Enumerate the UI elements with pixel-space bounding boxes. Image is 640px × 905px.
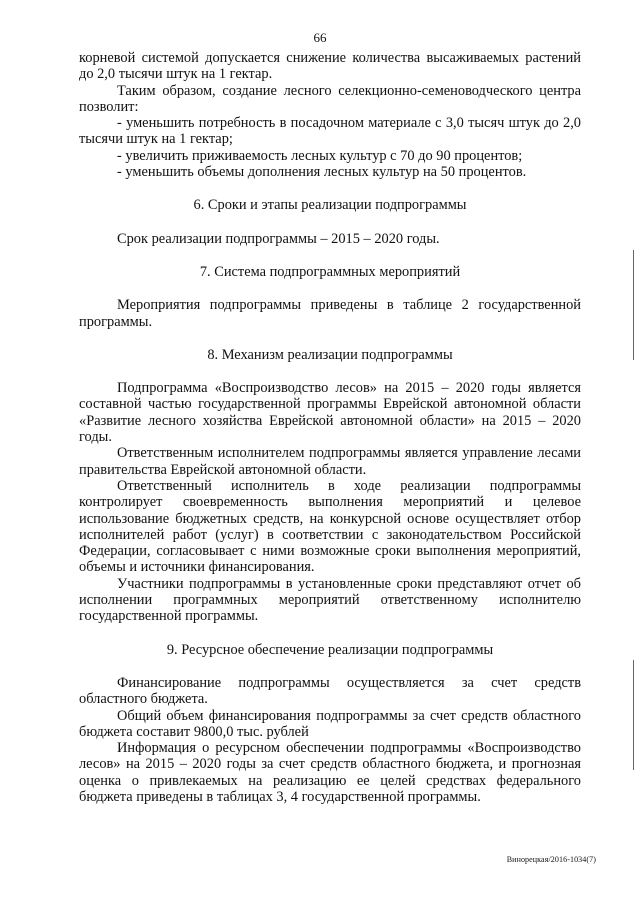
benefit-list-item: - увеличить приживаемость лесных культур с 70 до 90 процентов; — [117, 147, 523, 164]
section-9-heading: 9. Ресурсное обеспечение реализации подпрограммы — [166, 641, 494, 658]
document-footer-code: Винорецкая/2016-1034(7) — [506, 855, 596, 864]
scan-edge-mark — [633, 660, 634, 770]
intro-paragraph-continued: корневой системой допускается снижение количества высаживаемых растений до 2,0 тысячи штук на 1 гектар. — [79, 50, 581, 83]
section-7-paragraph: Мероприятия подпрограммы приведены в таблице 2 государственной программы. — [79, 297, 581, 330]
intro-paragraph-summary: Таким образом, создание лесного селекционно-семеноводческого центра позволит: — [79, 82, 581, 115]
section-6-heading: 6. Сроки и этапы реализации подпрограммы — [193, 197, 467, 214]
section-8-paragraph: Участники подпрограммы в установленные сроки представляют отчет об исполнении программных мероприятий ответственному исполнителю государственной программы. — [79, 575, 581, 625]
document-body — [79, 50, 581, 805]
section-9-paragraph: Финансирование подпрограммы осуществляется за счет средств областного бюджета. — [79, 674, 581, 708]
page-number: 66 — [313, 30, 327, 45]
benefit-list-item: - уменьшить потребность в посадочном материале с 3,0 тысяч штук до 2,0 тысячи штук на 1 гектар; — [79, 115, 581, 148]
section-8-heading: 8. Механизм реализации подпрограммы — [207, 346, 453, 363]
section-6-paragraph: Срок реализации подпрограммы – 2015 – 2020 годы. — [117, 230, 440, 247]
section-9-paragraph: Общий объем финансирования подпрограммы за счет средств областного бюджета составит 9800,0 тыс. рублей — [79, 707, 581, 740]
benefit-list-item: - уменьшить объемы дополнения лесных культур на 50 процентов. — [117, 164, 527, 181]
section-8-paragraph: Ответственный исполнитель в ходе реализации подпрограммы контролирует своевременность выполнения мероприятий и целевое использование бюджетных средств, на конкурсной основе осуществляет отбор исполнителей работ (услуг) в соответствии с законодательством Российской Федерации, согласовывает с ними возможные сроки выполнения мероприятий, объемы и источники финансирования. — [79, 477, 581, 576]
section-7-heading: 7. Система подпрограммных мероприятий — [199, 263, 461, 280]
scan-edge-mark — [633, 250, 634, 360]
section-9-paragraph: Информация о ресурсном обеспечении подпрограммы «Воспроизводство лесов» на 2015 – 2020 годы за счет средств областного бюджета, и прогнозная оценка о привлекаемых на реализацию ее целей средствах федерального бюджета приведены в таблицах 3, 4 государственной программы. — [79, 740, 581, 805]
section-8-paragraph: Ответственным исполнителем подпрограммы является управление лесами правительства Еврейской автономной области. — [79, 445, 581, 478]
section-8-paragraph: Подпрограмма «Воспроизводство лесов» на 2015 – 2020 годы является составной частью государственной программы Еврейской автономной области «Развитие лесного хозяйства Еврейской автономной области» на 2015 – 2020 годы. — [79, 380, 581, 446]
